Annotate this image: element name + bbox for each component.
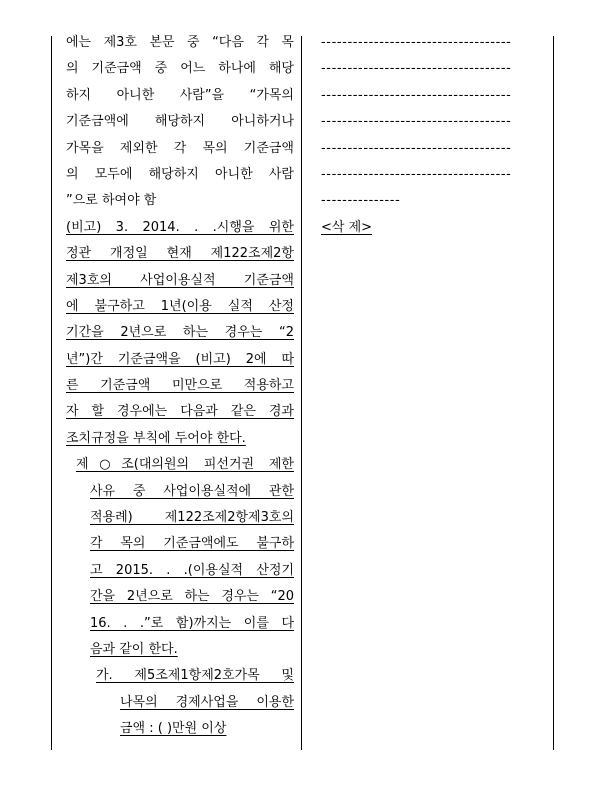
- note-line: 른 기준금액 미만으로 적용하고: [66, 378, 294, 394]
- article-line: 간을 2년으로 하는 경우는 “20: [90, 589, 294, 605]
- note-3-block: [66, 215, 294, 453]
- dash-line: ------------------------------------: [321, 140, 512, 156]
- note-line: 에 불구하고 1년(이용 실적 산정: [66, 298, 294, 314]
- note-line: 자 할 경우에는 다음과 같은 경과: [66, 404, 294, 420]
- intro-line: ”으로 하여야 함: [66, 193, 157, 209]
- article-line: 16. . .”로 함)까지는 이를 다: [90, 615, 294, 631]
- intro-line: 의 기준금액 중 어느 하나에 해당: [66, 61, 294, 77]
- dash-line: ------------------------------------: [321, 35, 512, 50]
- item-line: 나목의 경제사업을 이용한: [120, 694, 294, 710]
- dash-line: ------------------------------------: [321, 114, 512, 130]
- article-line: 사유 중 사업이용실적에 관한: [90, 483, 294, 499]
- article-line: 적용례) 제122조제2항제3호의: [90, 510, 294, 526]
- intro-line: 에는 제3호 본문 중 “다음 각 목: [66, 35, 294, 50]
- dash-line: ---------------: [321, 193, 401, 209]
- intro-line: 의 모두에 해당하지 아니한 사람: [66, 166, 294, 182]
- intro-line: 하지 아니한 사람”을 “가목의: [66, 87, 294, 103]
- note-line: (비고) 3. 2014. . .시행을 위한: [66, 219, 294, 235]
- dash-line: ------------------------------------: [321, 61, 512, 77]
- article-line: 음과 같이 한다.: [90, 641, 178, 657]
- dash-line: ------------------------------------: [321, 166, 512, 182]
- table-right-border: [553, 36, 554, 750]
- article-line: 제○조(대의원의 피선거권 제한: [76, 457, 294, 473]
- dash-line: ------------------------------------: [321, 87, 512, 103]
- item-line: 가. 제5조제1항제2호가목 및: [96, 668, 294, 684]
- note-line: 년”)간 기준금액을 (비고) 2에 따: [66, 351, 294, 367]
- note-line: 기간을 2년으로 하는 경우는 “2: [66, 325, 294, 341]
- table-left-border: [51, 36, 52, 750]
- article-line: 각 목의 기준금액에도 불구하: [90, 536, 294, 552]
- deletion-label: <삭 제>: [321, 219, 373, 235]
- item-ga-block: [66, 663, 294, 742]
- article-line: 고 2015. . .(이용실적 산정기: [90, 562, 294, 578]
- intro-line: 기준금액에 해당하지 아니하거나: [66, 114, 294, 130]
- table-column-divider: [301, 36, 302, 750]
- revision-text-column: [66, 30, 294, 743]
- note-line: 정관 개정일 현재 제122조제2항: [66, 246, 294, 262]
- item-line: 금액 : ( )만원 이상: [120, 721, 227, 737]
- current-text-column: [321, 30, 547, 241]
- note-line: 제3호의 사업이용실적 기준금액: [66, 272, 294, 288]
- note-line: 조치규정을 부칙에 두어야 한다.: [66, 430, 246, 446]
- intro-line: 가목을 제외한 각 목의 기준금액: [66, 140, 294, 156]
- transitional-article-block: [66, 452, 294, 663]
